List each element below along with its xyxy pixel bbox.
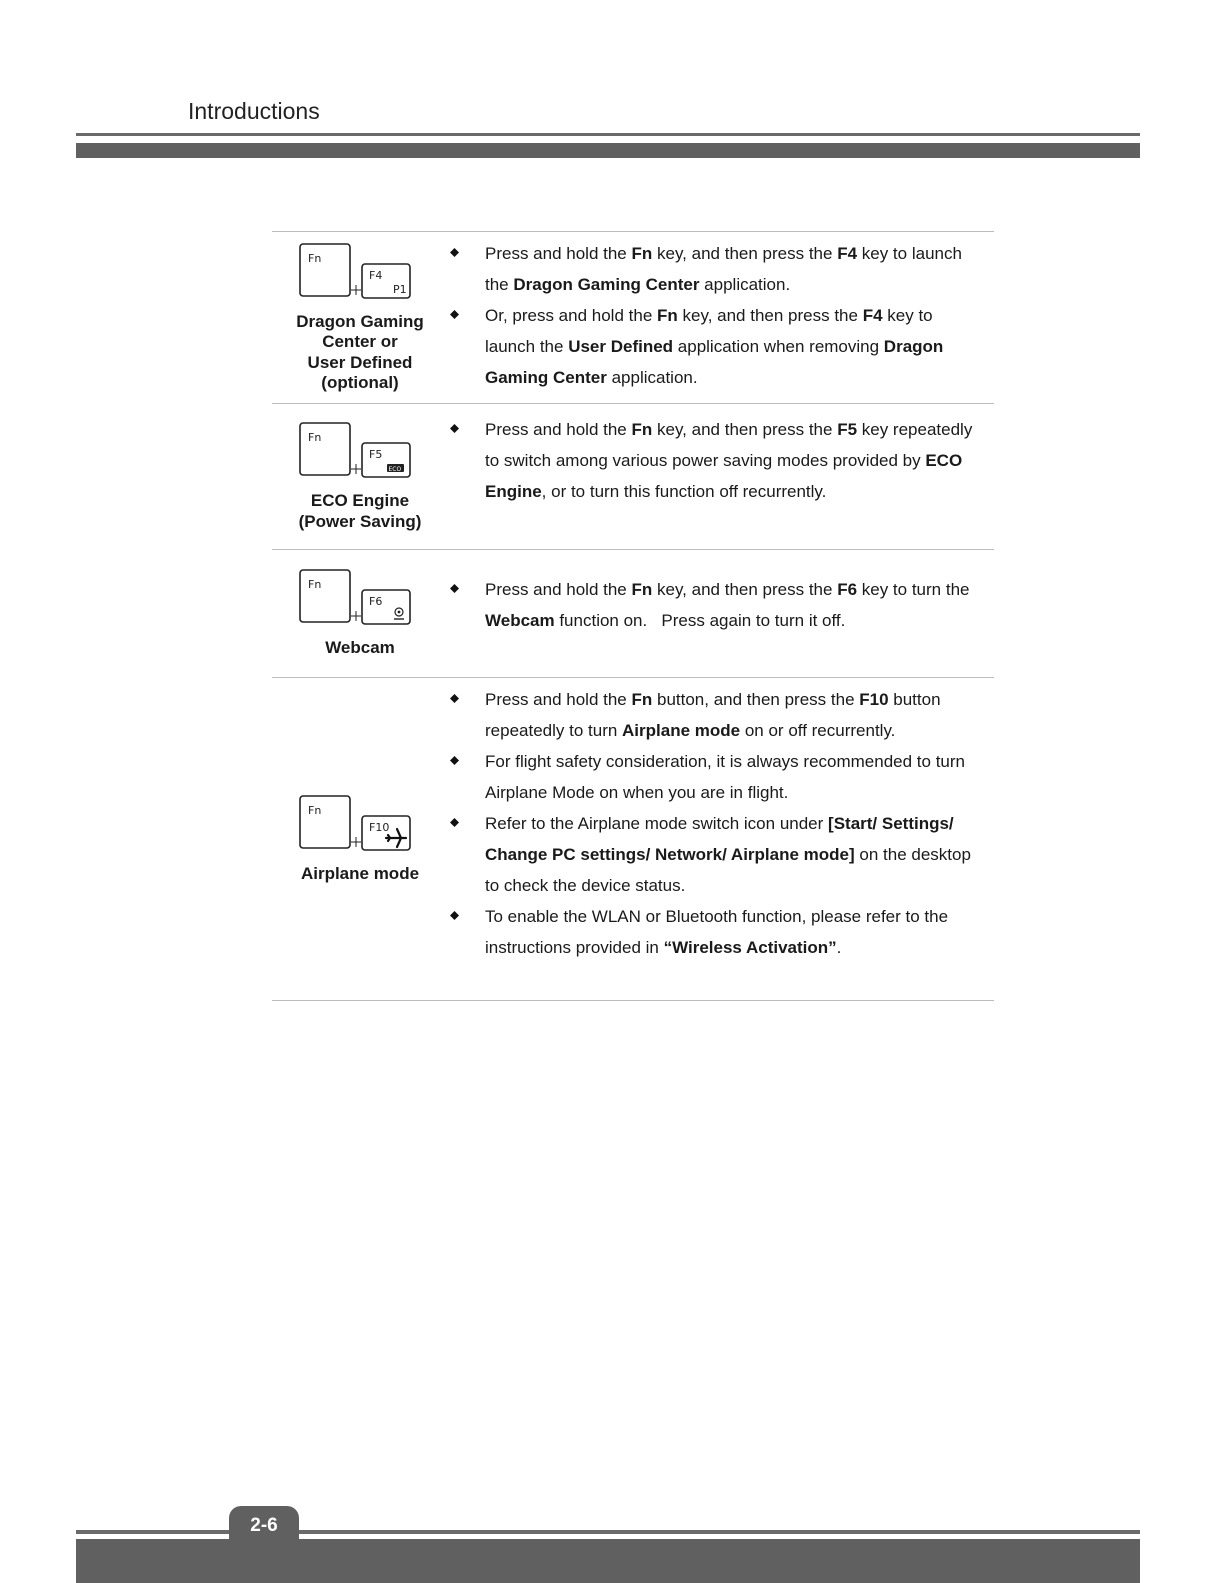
bold-term: F10 [859,690,889,709]
text-segment: button, and then press the [652,690,860,709]
bold-term: Dragon Gaming Center [513,275,700,294]
text-segment: key, and then press the [652,244,838,263]
text-segment: key, and then press the [652,580,838,599]
key-caption-line: Airplane mode [300,863,420,883]
key-caption-line: Dragon Gaming [296,311,424,331]
key-caption-line: Webcam [325,638,395,658]
bold-term: [Start/ Settings/ Change PC settings/ Network/ Airplane mode] [485,814,954,864]
bold-term: F5 [837,420,858,439]
bold-term: F4 [862,306,883,325]
eco-icon-label: ECO [388,466,402,473]
bold-term: User Defined [568,337,674,356]
fn-key-label: Fn [308,803,322,817]
text-segment: For flight safety consideration, it is always recommended to turn Airplane Mode on when you are in flight. [485,752,965,802]
text-segment: , or to turn this function off recurrently. [541,482,827,501]
key-cell [272,404,448,549]
text-segment: key to launch the [485,244,962,294]
function-key-label: F4 [369,268,383,282]
bold-term: F6 [837,580,858,599]
description-cell [448,678,994,1000]
key-caption [325,638,395,659]
bullet-list [448,574,984,636]
key-combo-icon [298,242,422,302]
text-segment: on or off recurrently. [740,721,896,740]
text-segment: function on. Press again to turn it off. [554,611,846,630]
bullet-item [448,808,984,901]
text-segment: on the desktop to check the device status. [485,845,971,895]
description-cell [448,404,994,549]
bold-term: Airplane mode [622,721,741,740]
text-segment: key, and then press the [652,420,838,439]
bullet-item [448,901,984,963]
header-title: Introductions [188,98,320,124]
bold-term: Fn [657,306,678,325]
bullet-item [448,746,984,808]
bullet-diamond-icon [450,310,459,319]
fn-key-label: Fn [308,578,322,592]
bold-term: Fn [631,244,653,263]
bold-term: Dragon Gaming Center [485,337,944,387]
bullet-diamond-icon [450,818,459,827]
function-key-label: F6 [369,595,383,609]
text-segment: To enable the WLAN or Bluetooth function, please refer to the instructions provided in [485,907,949,957]
text-segment: key to launch the [485,306,933,356]
bold-term: Fn [631,690,653,709]
bullet-list [448,414,984,507]
text-segment: key repeatedly to switch among various power saving modes provided by [485,420,973,470]
bold-term: ECO Engine [485,451,963,501]
text-segment: application. [699,275,791,294]
eco-icon [387,464,404,473]
key-caption [296,312,424,394]
key-cell [272,550,448,677]
bullet-diamond-icon [450,694,459,703]
description-cell [448,232,994,403]
text-segment: application when removing [673,337,884,356]
key-combo-icon [298,794,422,854]
fn-key-label: Fn [308,251,322,265]
key-cell [272,678,448,1000]
text-segment: Or, press and hold the [485,306,657,325]
bullet-list [448,684,984,963]
text-segment: Press and hold the [485,244,632,263]
key-combo-icon [298,421,422,481]
secondary-key-label: P1 [393,282,407,296]
bold-term: Fn [631,580,653,599]
hotkey-row [272,231,994,403]
bullet-item [448,574,984,636]
fn-key-label: Fn [308,431,322,444]
key-caption-line: Center or [322,332,398,351]
text-segment: key, and then press the [677,306,863,325]
bullet-item [448,684,984,746]
bullet-item [448,238,984,300]
key-cell [272,232,448,403]
bold-term: Fn [631,420,653,439]
bullet-diamond-icon [450,584,459,593]
text-segment: application. [606,368,698,387]
key-caption-line: (optional) [321,373,399,392]
header-bar [76,143,1140,158]
text-segment: Press and hold the [485,420,632,439]
text-segment: button repeatedly to turn [485,690,941,740]
text-segment: Press and hold the [485,690,632,709]
key-caption [301,864,419,885]
hotkey-row [272,549,994,677]
function-key-label: F10 [369,820,390,834]
bullet-diamond-icon [450,424,459,433]
key-caption-line: (Power Saving) [298,511,422,531]
bullet-item [448,414,984,507]
bullet-diamond-icon [450,911,459,920]
text-segment: Press and hold the [485,580,632,599]
description-cell [448,550,994,677]
page-number: 2-6 [229,1506,299,1548]
key-caption-line: ECO Engine [310,491,410,510]
bold-term: Webcam [485,611,555,630]
text-segment: key to turn the [857,580,970,599]
bold-term: F4 [837,244,858,263]
hotkey-row [272,677,994,1001]
text-segment: Refer to the Airplane mode switch icon under [485,814,829,833]
bullet-diamond-icon [450,756,459,765]
hotkey-table [272,231,994,1001]
bullet-diamond-icon [450,248,459,257]
key-combo-icon [298,568,422,628]
function-key-label: F5 [369,448,383,461]
header-rule [76,133,1140,136]
key-caption-line: User Defined [307,352,413,372]
text-segment: . [836,938,842,957]
bullet-item [448,300,984,393]
hotkey-row [272,403,994,549]
key-caption [299,491,422,532]
bullet-list [448,238,984,393]
bold-term: “Wireless Activation” [663,938,837,957]
